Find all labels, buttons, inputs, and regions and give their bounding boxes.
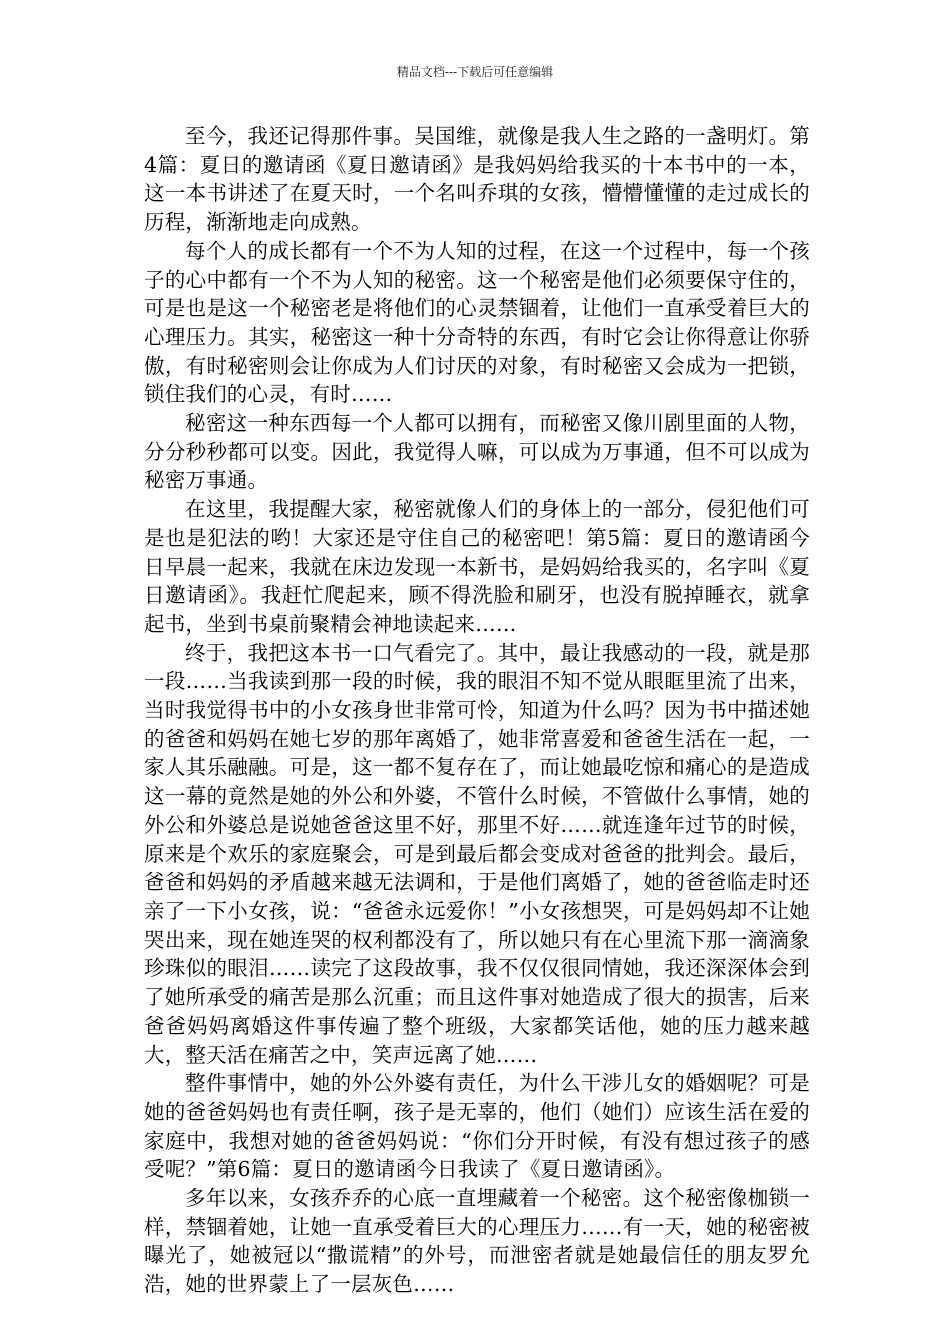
paragraph-5: 终于，我把这本书一口气看完了。其中，最让我感动的一段，就是那一段……当我读到那一段的时候，我的眼泪不知不觉从眼眶里流了出来，当时我觉得书中的小女孩身世非常可怜，知道为什么吗？因为书中描述她的爸爸和妈妈在她七岁的那年离婚了，她非常喜爱和爸爸生活在一起，一家人其乐融融。可是，这一都不复存在了，而让她最吃惊和痛心的是造成这一幕的竟然是她的外公和外婆，不管什么时候，不管做什么事情，她的外公和外婆总是说她爸爸这里不好，那里不好……就连逢年过节的时候，原来是个欢乐的家庭聚会，可是到最后都会变成对爸爸的批判会。最后，爸爸和妈妈的矛盾越来越无法调和，于是他们离婚了，她的爸爸临走时还亲了一下小女孩，说：“爸爸永远爱你！”小女孩想哭，可是妈妈却不让她哭出来，现在她连哭的权利都没有了，所以她只有在心里流下那一滴滴象珍珠似的眼泪……读完了这段故事，我不仅仅很同情她，我还深深体会到了她所承受的痛苦是那么沉重；而且这件事对她造成了很大的损害，后来爸爸妈妈离婚这件事传遍了整个班级，大家都笑话他，她的压力越来越大，整天活在痛苦之中，笑声远离了她…… [144,640,810,1067]
page-header: 精品文档---下载后可任意编辑 [396,65,554,79]
paragraph-1: 至今，我还记得那件事。吴国维，就像是我人生之路的一盏明灯。第4篇：夏日的邀请函《夏日邀请函》是我妈妈给我买的十本书中的一本，这一本书讲述了在夏天时，一个名叫乔琪的女孩，懵懵懂懂的走过成长的历程，渐渐地走向成熟。 [144,124,810,235]
paragraph-2: 每个人的成长都有一个不为人知的过程，在这一个过程中，每一个孩子的心中都有一个不为人知的秘密。这一个秘密是他们必须要保守住的，可是也是这一个秘密老是将他们的心灵禁锢着，让他们一直承受着巨大的心理压力。其实，秘密这一种十分奇特的东西，有时它会让你得意让你骄傲，有时秘密则会让你成为人们讨厌的对象，有时秘密又会成为一把锁，锁住我们的心灵，有时…… [144,238,810,407]
paragraph-6: 整件事情中，她的外公外婆有责任，为什么干涉儿女的婚姻呢？可是她的爸爸妈妈也有责任啊，孩子是无辜的，他们（她们）应该生活在爱的家庭中，我想对她的爸爸妈妈说：“你们分开时候，有没有想过孩子的感受呢？”第6篇：夏日的邀请函今日我读了《夏日邀请函》。 [144,1071,810,1182]
paragraph-7: 多年以来，女孩乔乔的心底一直埋藏着一个秘密。这个秘密像枷锁一样，禁锢着她，让她一直承受着巨大的心理压力……有一天，她的秘密被曝光了，她被冠以“撒谎精”的外号，而泄密者就是她最信任的朋友罗允浩，她的世界蒙上了一层灰色…… [144,1186,810,1297]
paragraph-4: 在这里，我提醒大家，秘密就像人们的身体上的一部分，侵犯他们可是也是犯法的哟！大家还是守住自己的秘密吧！第5篇：夏日的邀请函今日早晨一起来，我就在床边发现一本新书，是妈妈给我买的，名字叫《夏日邀请函》。我赶忙爬起来，顾不得洗脸和刷牙，也没有脱掉睡衣，就拿起书，坐到书桌前聚精会神地读起来…… [144,497,810,636]
paragraph-3: 秘密这一种东西每一个人都可以拥有，而秘密又像川剧里面的人物，分分秒秒都可以变。因此，我觉得人嘛，可以成为万事通，但不可以成为秘密万事通。 [144,411,810,493]
document-body [144,122,810,1299]
